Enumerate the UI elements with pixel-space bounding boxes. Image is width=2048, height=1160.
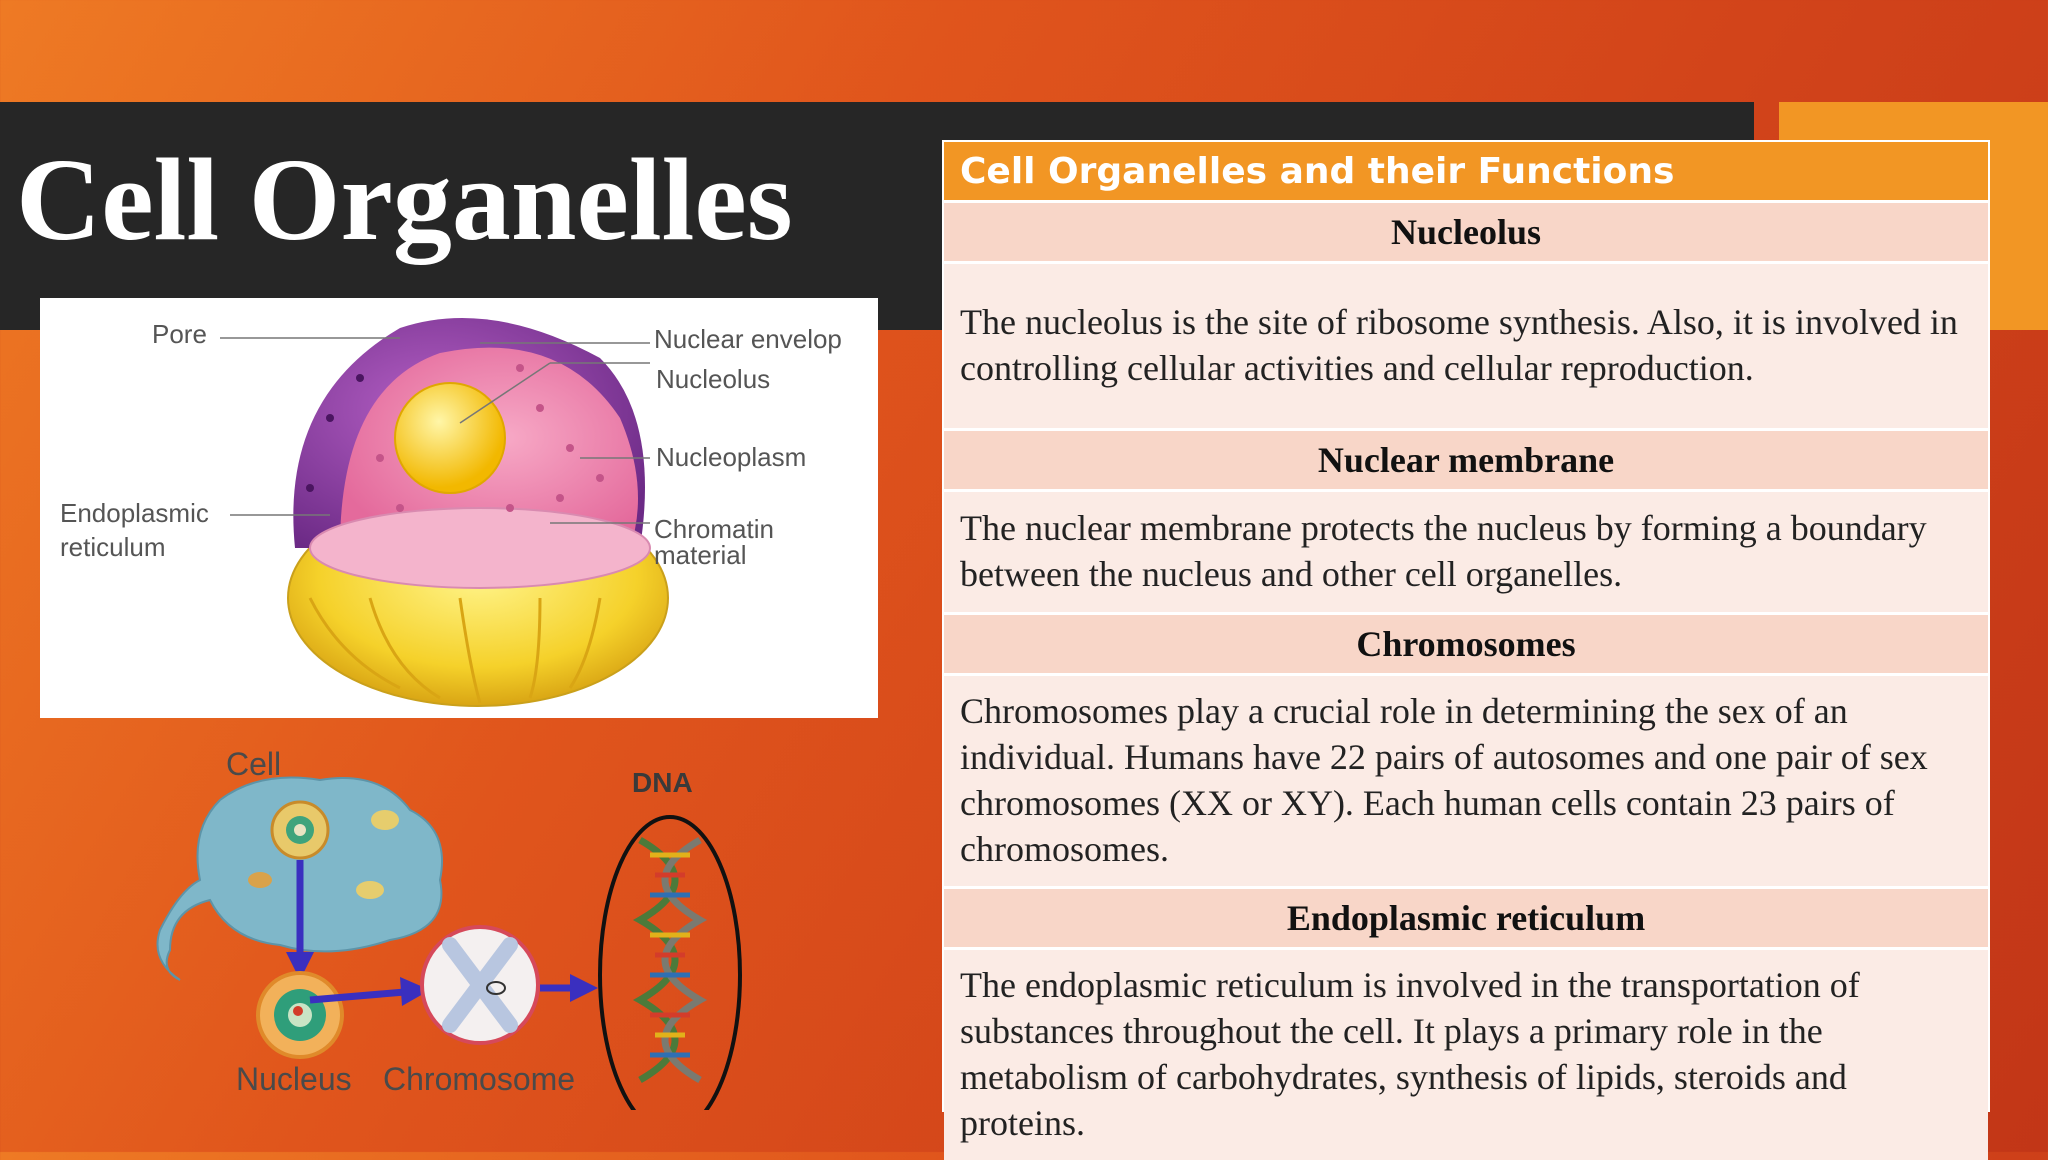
label-chromosome: Chromosome [383, 1061, 575, 1097]
row-heading-chromosomes: Chromosomes [944, 614, 1988, 675]
row-text-nucleolus: The nucleolus is the site of ribosome synthesis. Also, it is involved in controlling cellular activities and cellular reproduction. [944, 263, 1988, 430]
nucleus-diagram [40, 298, 878, 718]
cell-dna-illustration [150, 730, 770, 1110]
label-dna: DNA [632, 767, 693, 798]
nucleolus-shape [395, 383, 505, 493]
cell-to-dna-diagram [150, 730, 770, 1110]
row-text-chromosomes: Chromosomes play a crucial role in determining the sex of an individual. Humans have 22 pairs of autosomes and one pair of sex chromosomes (XX or XY). Each human cells contain 23 pairs of chromosomes. [944, 675, 1988, 888]
label-nucleolus: Nucleolus [656, 364, 770, 394]
label-pore: Pore [152, 319, 207, 349]
label-chromatin-line1: Chromatin [654, 514, 774, 544]
label-chromatin-line2: material [654, 540, 746, 570]
row-heading-nuclear-membrane: Nuclear membrane [944, 430, 1988, 491]
label-nucleoplasm: Nucleoplasm [656, 442, 806, 472]
label-er-line2: reticulum [60, 532, 165, 562]
organelles-table-grid [944, 142, 1988, 1160]
label-nucleus: Nucleus [236, 1061, 352, 1097]
row-heading-endoplasmic-reticulum: Endoplasmic reticulum [944, 888, 1988, 949]
nucleus-illustration [40, 298, 878, 718]
label-cell: Cell [226, 746, 281, 782]
label-nuclear-envelop: Nuclear envelop [654, 324, 842, 354]
slide-title: Cell Organelles [16, 130, 793, 270]
row-text-endoplasmic-reticulum: The endoplasmic reticulum is involved in the transportation of substances throughout the cell. It plays a primary role in the metabolism of carbohydrates, synthesis of lipids, steroids and proteins. [944, 949, 1988, 1160]
label-er-line1: Endoplasmic [60, 498, 209, 528]
row-text-nuclear-membrane: The nuclear membrane protects the nucleus by forming a boundary between the nucleus and other cell organelles. [944, 491, 1988, 614]
row-heading-nucleolus: Nucleolus [944, 202, 1988, 263]
table-title: Cell Organelles and their Functions [944, 142, 1988, 202]
organelles-table [942, 140, 1990, 1112]
